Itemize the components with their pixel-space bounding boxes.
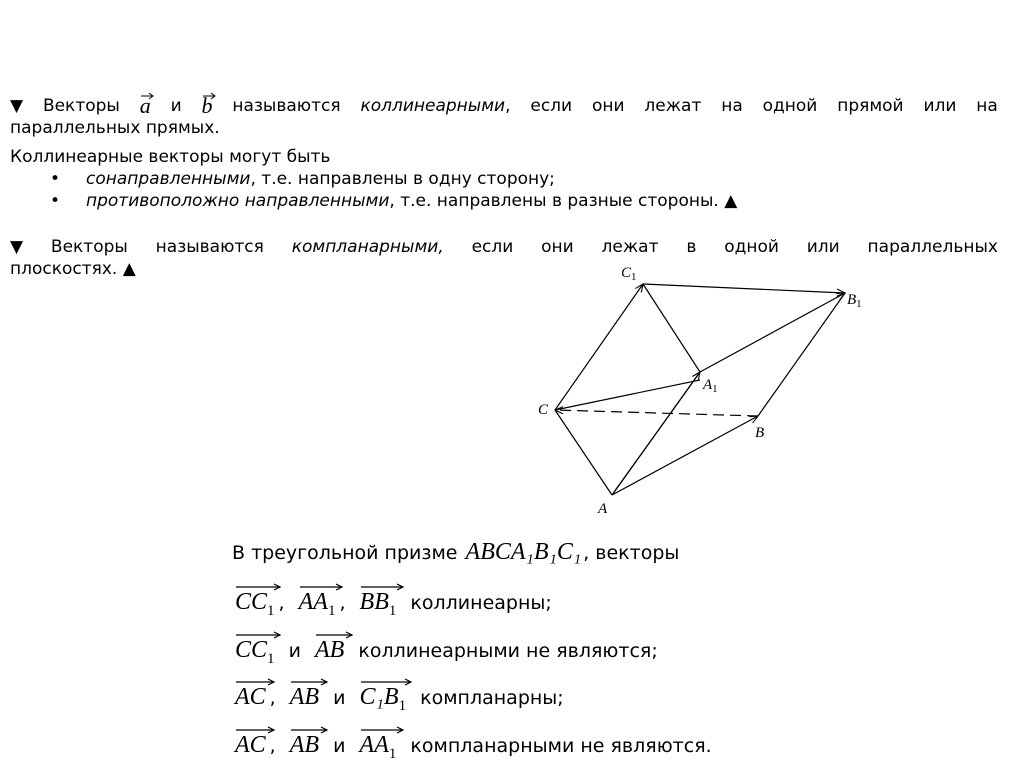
collinear-types [10,146,1000,212]
label-C1: $C_1$ [621,265,637,283]
line-text: плоскостях. [10,259,118,279]
vector-C1B1: $C_1B_1$ [360,685,407,718]
vector-CC1 [555,284,643,410]
example-line-2 [235,590,552,623]
vector-AB [612,416,758,495]
bullet-text: , т.е. направлены в одну сторону; [250,169,555,189]
word: Векторы [42,96,120,116]
bullet-text: , т.е. направлены в разные стороны. [389,191,719,211]
paragraph-1-line-1: ▼ Векторы a и b называются коллинеарными, если они лежат на одной прямой или на [10,93,998,118]
example-text: , векторы [583,542,680,564]
vector-AB: AB [290,685,319,709]
vector-CC1: $CC_1$ [235,590,275,623]
vector-C1B1 [643,284,845,293]
arrow-icon [360,583,404,591]
vector-BC-dashed [555,410,758,416]
example-line-4 [235,685,564,718]
arrow-icon [140,92,154,100]
word: или [923,96,957,116]
conjunction: и [333,735,346,757]
example-text: В треугольной призме [232,542,458,564]
marker-up: ▲ [122,259,136,279]
word: лежат [644,96,702,116]
list-item [10,190,1000,212]
arrow-icon [290,726,328,734]
comma: , [339,592,346,614]
word: Векторы [50,237,128,257]
comma: , [269,687,276,709]
example-text: компланарны; [420,687,564,709]
vector-AB: AB [315,638,344,662]
arrow-icon [235,583,281,591]
label-B: B [755,425,765,441]
edge-B-B1 [758,293,845,416]
word: одной [762,96,818,116]
arrow-icon [360,726,404,734]
arrow-icon [299,583,343,591]
term-coplanar: компланарными, [291,237,444,257]
word: если [530,96,573,116]
marker-up: ▲ [724,191,738,211]
word: или [806,237,840,257]
vector-AA1: $AA_1$ [360,733,397,766]
label-C: C [538,402,549,418]
term-codirected: сонаправленными [86,169,251,189]
term-opposite: противоположно направленными [86,191,390,211]
word: одной [724,237,779,257]
vector-b-letter: b [201,93,213,118]
paragraph-collinear-definition [10,95,998,139]
term-collinear: коллинеарными [360,96,506,116]
arrow-icon [202,92,216,100]
example-line-5 [235,733,712,766]
edge-C-A1 [555,380,700,410]
vector-a-letter: a [139,93,151,118]
vector-a [140,95,151,117]
vector-CC1: $CC_1$ [235,638,275,671]
marker-down: ▼ [10,237,24,257]
example-line-3 [235,638,658,671]
vector-A1B1 [700,293,845,372]
word: если [471,237,514,257]
word: они [541,237,574,257]
example-text: компланарными не являются. [410,735,712,757]
vector-AA1 [612,372,700,495]
vector-BB1: $BB_1$ [360,590,397,623]
arrow-icon [235,678,275,686]
conjunction: и [333,687,346,709]
vector-AC: AC [235,733,266,757]
vector-AA1: $AA_1$ [299,590,336,623]
prism-diagram [520,255,880,525]
comma: , [278,592,285,614]
arrow-icon [360,678,412,686]
word: прямой [837,96,904,116]
word: они [591,96,625,116]
conjunction: и [288,640,301,662]
list-item [10,168,1000,190]
example-text: коллинеарны; [410,592,552,614]
vector-AC: AC [235,685,266,709]
word: называются [232,96,341,116]
prism-name: ABCA₁B₁C₁ [465,539,582,565]
word: на [976,96,998,116]
vector-b [202,95,213,117]
word: на [721,96,743,116]
collinear-types-intro: Коллинеарные векторы могут быть [10,147,331,167]
label-B1: $B_1$ [847,292,862,310]
word: в [686,237,697,257]
bullet: • [49,169,61,189]
arrow-icon [235,726,275,734]
edge-A1-C1 [643,284,700,372]
arrow-icon [290,678,328,686]
example-line-1 [232,540,679,565]
vector-AB: AB [290,733,319,757]
comma: , [269,735,276,757]
label-A1: $A_1$ [703,377,718,395]
example-text: коллинеарными не являются; [358,640,658,662]
word: параллельных [867,237,998,257]
arrow-icon [235,631,281,639]
edge-A-C [555,410,612,495]
paragraph-1-line-2: параллельных прямых. [10,118,220,138]
word: лежат [601,237,659,257]
word: называются [155,237,264,257]
bullet: • [49,191,61,211]
word: и [170,96,182,116]
marker-down: ▼ [10,96,24,116]
arrow-icon [315,631,353,639]
label-A: A [598,501,608,517]
